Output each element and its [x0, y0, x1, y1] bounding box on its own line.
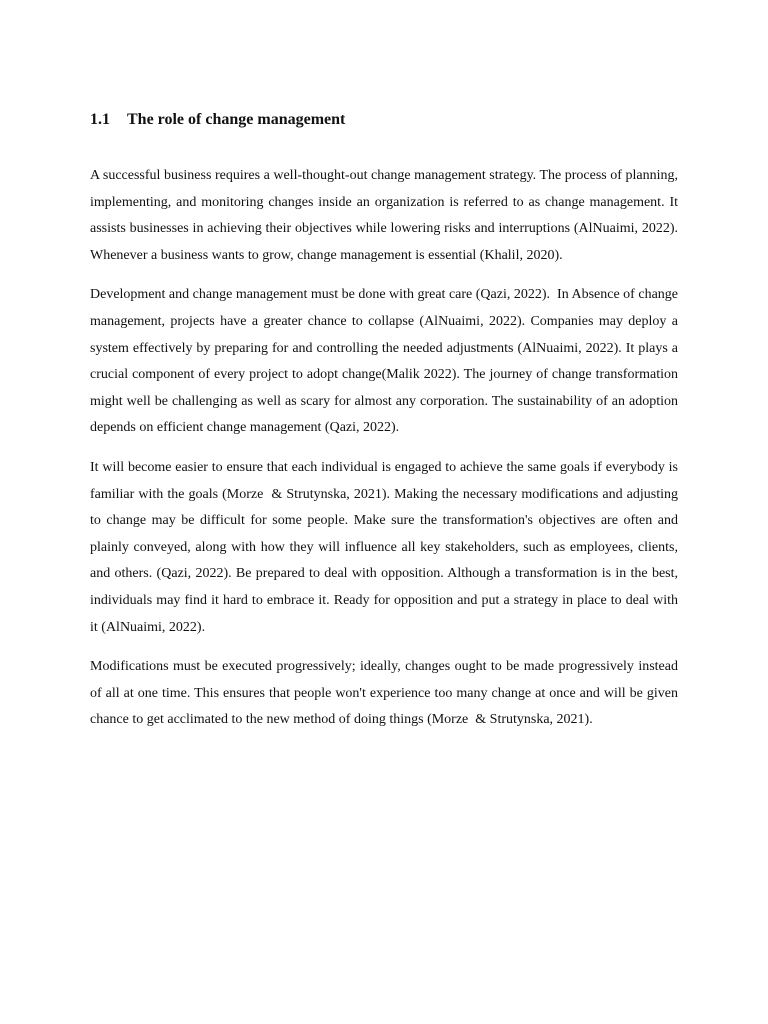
body-text — [90, 163, 682, 747]
section-title: The role of change management — [127, 111, 346, 128]
paragraph-4: Modifications must be executed progressively; ideally, changes ought to be made progressively instead of all at one time. This ensures that people won't experience too many change at once and will be given chance to get acclimated to the new method of doing things (Morze & Strutynska, 2021). — [90, 659, 682, 728]
paragraph-3: It will become easier to ensure that each individual is engaged to achieve the same goals if everybody is familiar with the goals (Morze & Strutynska, 2021). Making the necessary modifications and adjusting to change may be difficult for some people. Make sure the transformation's objectives are often and plainly conveyed, along with how they will influence all key stakeholders, such as employees, clients, and others. (Qazi, 2022). Be prepared to deal with opposition. Although a transformation is in the best, individuals may find it hard to embrace it. Ready for opposition and put a strategy in place to deal with it (AlNuaimi, 2022). — [90, 459, 682, 635]
section-heading — [90, 109, 678, 131]
paragraph-1: A successful business requires a well-thought-out change management strategy. The process of planning, implementing, and monitoring changes inside an organization is referred to as change management. It assists businesses in achieving their objectives while lowering risks and interruptions (AlNuaimi, 2022). Whenever a business wants to grow, change management is essential (Khalil, 2020). — [90, 168, 682, 263]
paragraph-2: Development and change management must be done with great care (Qazi, 2022). In Absence of change management, projects have a greater chance to collapse (AlNuaimi, 2022). Companies may deploy a system effectively by preparing for and controlling the needed adjustments (AlNuaimi, 2022). It plays a crucial component of every project to adopt change(Malik 2022). The journey of change transformation might well be challenging as well as scary for almost any corporation. The sustainability of an adoption depends on efficient change management (Qazi, 2022). — [90, 287, 682, 436]
section-number: 1.1 — [90, 111, 110, 128]
